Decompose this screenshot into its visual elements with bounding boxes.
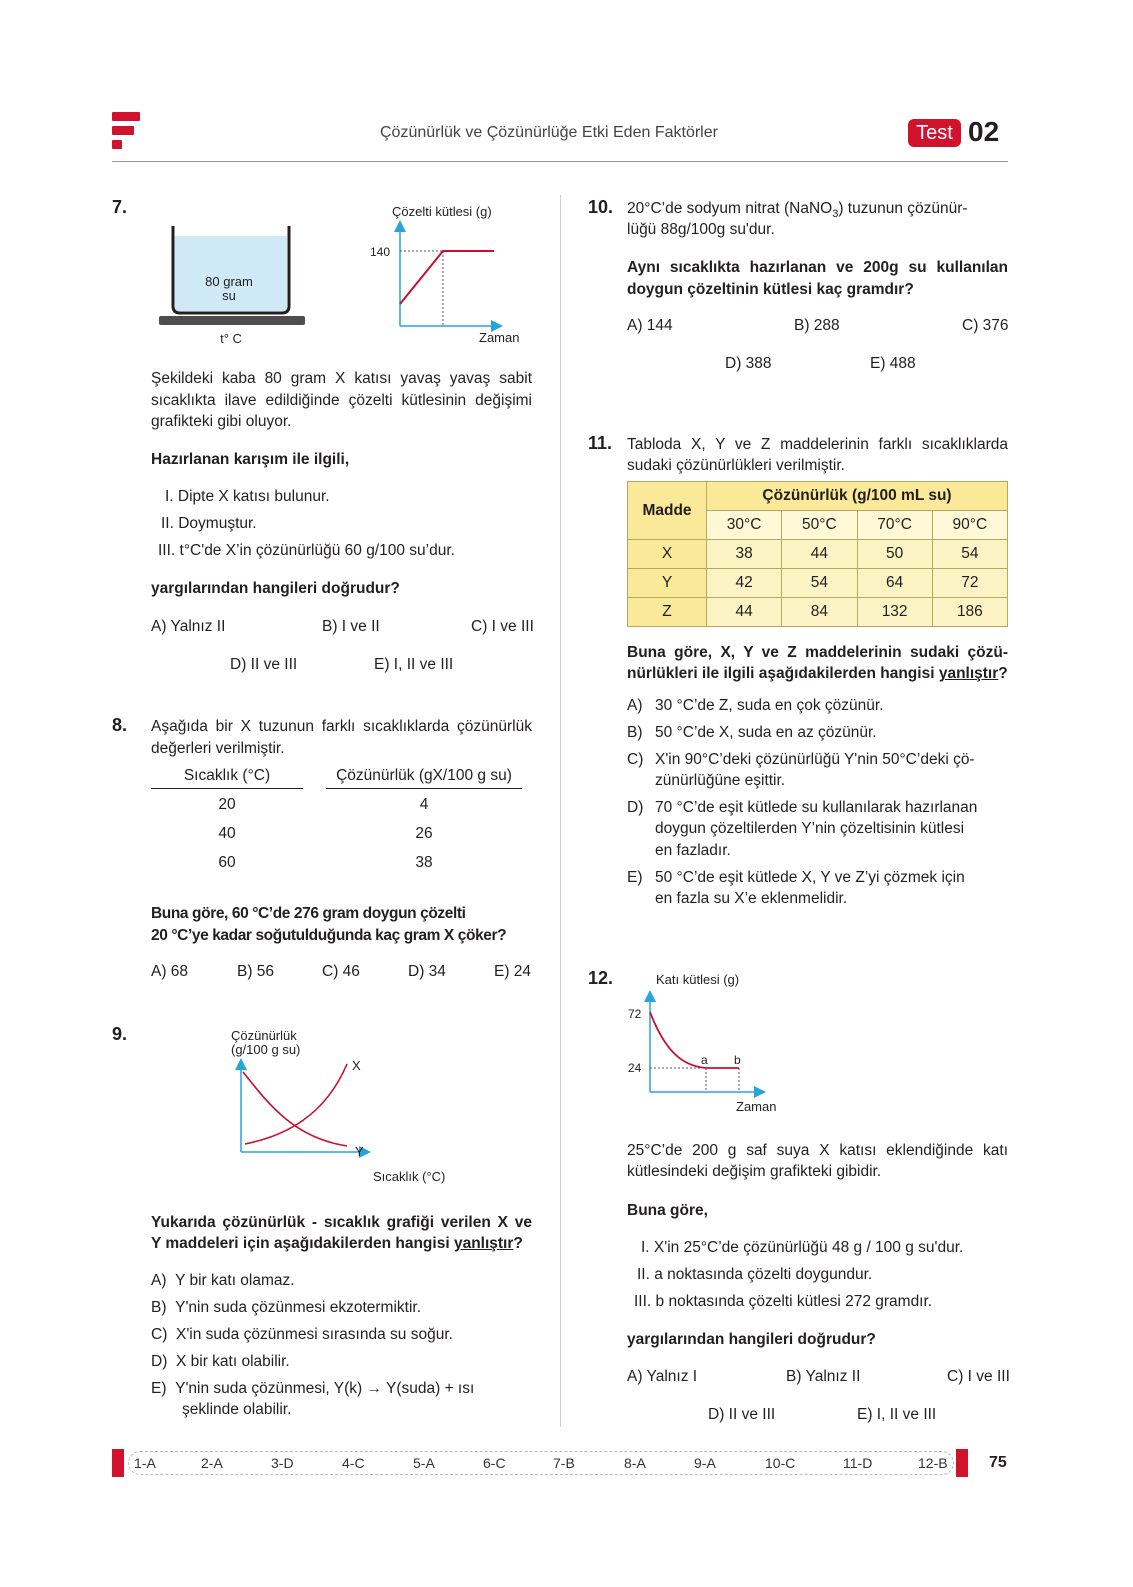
q10-text-line2: lüğü 88g/100g su'dur. <box>627 221 775 238</box>
q10-option-a[interactable]: A) 144 <box>627 317 673 334</box>
q7-option-a[interactable]: A) Yalnız II <box>151 618 226 635</box>
q7-graph-ylabel: Çözelti kütlesi (g) <box>392 204 492 219</box>
beaker-temp-label: t° C <box>220 331 242 346</box>
q12-prompt: Buna göre, <box>627 1202 708 1219</box>
q9-question-line1: Yukarıda çözünürlük - sıcaklık grafiği verilen X ve <box>151 1214 532 1231</box>
q7-item-1: I. Dipte X katısı bulunur. <box>165 488 330 505</box>
answer-key-item: 7-B <box>553 1455 575 1471</box>
question-11-number: 11. <box>588 433 613 453</box>
q7-item-2: II. Doymuştur. <box>161 515 257 532</box>
q7-beaker-figure <box>155 220 310 355</box>
q11-cell: 50 <box>857 540 932 569</box>
q11-cell: 44 <box>707 598 782 627</box>
q12-option-e[interactable]: E) I, II ve III <box>857 1406 937 1423</box>
q11-option-e[interactable]: E) <box>627 869 643 886</box>
q8-option-d[interactable]: D) 34 <box>408 963 446 980</box>
q10-option-b[interactable]: B) 288 <box>794 317 840 334</box>
question-10-number: 10. <box>588 197 614 217</box>
q8-question-line1: Buna göre, 60 °C’de 276 gram doygun çözelti <box>151 905 466 922</box>
answer-strip-left-marker <box>112 1449 124 1477</box>
q11-solubility-table <box>627 481 1008 627</box>
q11-option-d-text-2: doygun çözeltilerden Y’nin çözeltisinin kütlesi <box>655 820 965 837</box>
q8-text: Aşağıda bir X tuzunun farklı sıcaklıklarda çözünürlük değerleri verilmiştir. <box>151 718 532 757</box>
q11-option-d-text-1: 70 °C’de eşit kütlede su kullanılarak hazırlanan <box>655 799 978 816</box>
q10-question-line2: doygun çözeltinin kütlesi kaç gramdır? <box>627 281 914 298</box>
q11-cell: 54 <box>782 569 857 598</box>
q10-option-d[interactable]: D) 388 <box>725 355 772 372</box>
q11-question-line2: nürlükleri ile ilgili aşağıdakilerden hangisi yanlıştır? <box>627 665 1008 682</box>
header-divider <box>112 161 1008 162</box>
q11-cell: 38 <box>707 540 782 569</box>
q10-question-line1: Aynı sıcaklıkta hazırlanan ve 200g su kullanılan <box>627 259 1008 276</box>
q11-cell: 84 <box>782 598 857 627</box>
q11-option-a-text: 30 °C’de Z, suda en çok çözünür. <box>655 697 884 714</box>
q8-option-e[interactable]: E) 24 <box>494 963 532 980</box>
q7-option-b[interactable]: B) I ve II <box>322 618 380 635</box>
test-badge: Test <box>908 119 961 147</box>
q11-temp-50: 50°C <box>782 511 857 540</box>
q9-curve-y-label: Y <box>355 1144 364 1159</box>
q12-point-a: a <box>701 1053 708 1067</box>
q7-mass-curve <box>400 251 494 304</box>
q11-row-name: Y <box>628 569 707 598</box>
page-number: 75 <box>989 1454 1007 1471</box>
q11-option-d-text-3: en fazladır. <box>655 842 731 859</box>
heater-plate <box>159 316 305 325</box>
q12-text-line1: 25°C’de 200 g saf suya X katısı eklendiğinde katı <box>627 1142 1008 1159</box>
q11-option-c-text-1: X'in 90°C’deki çözünürlüğü Y'nin 50°C’deki çö- <box>655 751 975 768</box>
q8-sol-1: 4 <box>419 796 429 813</box>
q11-option-e-text-2: en fazla su X’e eklenmelidir. <box>655 890 848 907</box>
q8-temp-2: 40 <box>218 825 236 842</box>
answer-key-item: 5-A <box>413 1455 435 1471</box>
q12-item-2: II. a noktasında çözelti doygundur. <box>637 1266 873 1283</box>
q11-cell: 54 <box>932 540 1007 569</box>
q8-option-c[interactable]: C) 46 <box>322 963 360 980</box>
beaker-label-line1: 80 gram <box>205 274 253 289</box>
q12-graph-y-top: 72 <box>628 1007 642 1021</box>
q12-question: yargılarından hangileri doğrudur? <box>627 1331 876 1348</box>
answer-key-item: 12-B <box>918 1455 948 1471</box>
q11-question-line1: Buna göre, X, Y ve Z maddelerinin sudaki çözü- <box>627 644 1008 661</box>
q9-curve-x <box>245 1064 347 1144</box>
q9-option-a[interactable]: A) Y bir katı olamaz. <box>151 1272 295 1289</box>
q10-text-line1: 20°C’de sodyum nitrat (NaNO$_3$) tuzunun çözünür- <box>627 200 968 221</box>
q7-option-c[interactable]: C) I ve III <box>471 618 534 635</box>
q11-row-name: Z <box>628 598 707 627</box>
q12-graph-xlabel: Zaman <box>736 1099 777 1114</box>
q9-option-e-line2: şeklinde olabilir. <box>182 1401 292 1418</box>
q9-xlabel: Sıcaklık (°C) <box>373 1169 446 1184</box>
table-row <box>628 569 1008 598</box>
answer-key-item: 6-C <box>483 1455 506 1471</box>
q7-graph-ytick: 140 <box>370 245 391 259</box>
q11-text-line1: Tabloda X, Y ve Z maddelerinin farklı sıcaklıklarda <box>627 436 1008 453</box>
q10-option-e[interactable]: E) 488 <box>870 355 916 372</box>
answer-key-item: 1-A <box>134 1455 156 1471</box>
q9-option-b[interactable]: B) Y'nin suda çözünmesi ekzotermiktir. <box>151 1299 422 1316</box>
q11-temp-70: 70°C <box>857 511 932 540</box>
q11-text-line2: sudaki çözünürlükleri verilmiştir. <box>627 457 845 474</box>
q8-question-line2: 20 °C’ye kadar soğutulduğunda kaç gram X çöker? <box>151 927 507 944</box>
q8-temp-3: 60 <box>218 854 236 871</box>
q8-table-header-temp: Sıcaklık (°C) <box>151 765 303 789</box>
answer-key-strip <box>128 1451 954 1475</box>
brand-logo <box>112 112 142 152</box>
answer-key-item: 10-C <box>765 1455 796 1471</box>
q12-point-b: b <box>734 1053 741 1067</box>
answer-key-item: 2-A <box>201 1455 223 1471</box>
q8-sol-2: 26 <box>415 825 433 842</box>
test-number: 02 <box>968 116 1000 147</box>
table-row <box>628 540 1008 569</box>
q11-option-c[interactable]: C) <box>627 751 644 768</box>
q8-temp-1: 20 <box>218 796 236 813</box>
answer-key-item: 8-A <box>624 1455 646 1471</box>
q12-mass-graph <box>620 966 790 1116</box>
q8-option-b[interactable]: B) 56 <box>237 963 275 980</box>
q10-option-c[interactable]: C) 376 <box>962 317 1009 334</box>
q9-curve-x-label: X <box>352 1058 361 1073</box>
q11-cell: 64 <box>857 569 932 598</box>
q7-question: yargılarından hangileri doğrudur? <box>151 580 400 597</box>
q11-option-c-text-2: zünürlüğüne eşittir. <box>655 772 786 789</box>
q8-option-a[interactable]: A) 68 <box>151 963 189 980</box>
q8-sol-3: 38 <box>415 854 433 871</box>
page-header-title: Çözünürlük ve Çözünürlüğe Etki Eden Faktörler <box>380 124 718 141</box>
q11-col-madde: Madde <box>628 482 707 540</box>
q11-cell: 72 <box>932 569 1007 598</box>
question-12-number: 12. <box>588 968 614 988</box>
q9-option-e[interactable]: E) Y'nin suda çözünmesi, Y(k) → Y(suda) + ısı <box>151 1380 475 1397</box>
q12-option-c[interactable]: C) I ve III <box>947 1368 1010 1385</box>
q7-option-d[interactable]: D) II ve III <box>230 656 298 673</box>
answer-key-item: 11-D <box>843 1455 873 1471</box>
q9-curve-y <box>243 1072 347 1146</box>
q11-option-e-text-1: 50 °C’de eşit kütlede X, Y ve Z’yi çözmek için <box>655 869 965 886</box>
q12-graph-ylabel: Katı kütlesi (g) <box>656 972 740 987</box>
q9-option-c[interactable]: C) X'in suda çözünmesi sırasında su soğur. <box>151 1326 453 1343</box>
q8-table-header-solubility: Çözünürlük (gX/100 g su) <box>326 765 522 789</box>
q9-ylabel-line1: Çözünürlük <box>231 1028 297 1043</box>
beaker-label-line2: su <box>222 288 236 303</box>
q9-solubility-graph <box>225 1026 465 1191</box>
q7-graph-xlabel: Zaman <box>479 330 520 345</box>
q7-mass-graph <box>362 198 532 353</box>
column-divider <box>560 195 561 1427</box>
q12-graph-y-low: 24 <box>628 1061 642 1075</box>
q7-item-3: III. t°C'de X’in çözünürlüğü 60 g/100 su’dur. <box>158 542 455 559</box>
answer-strip-right-marker <box>956 1449 968 1477</box>
q11-cell: 186 <box>932 598 1007 627</box>
q11-temp-90: 90°C <box>932 511 1007 540</box>
q11-cell: 42 <box>707 569 782 598</box>
q7-prompt: Hazırlanan karışım ile ilgili, <box>151 451 350 468</box>
q12-option-d[interactable]: D) II ve III <box>708 1406 776 1423</box>
q11-cell: 132 <box>857 598 932 627</box>
question-9-number: 9. <box>112 1024 128 1044</box>
q11-option-b-text: 50 °C’de X, suda en az çözünür. <box>655 724 877 741</box>
question-8-number: 8. <box>112 715 128 735</box>
q12-mass-curve <box>650 1012 739 1068</box>
q9-ylabel-line2: (g/100 g su) <box>231 1042 301 1057</box>
table-row <box>628 598 1008 627</box>
q12-text-line2: kütlesindeki değişim grafikteki gibidir. <box>627 1163 882 1180</box>
q11-option-b[interactable]: B) <box>627 724 643 741</box>
q11-col-group: Çözünürlük (g/100 mL su) <box>707 482 1008 511</box>
answer-key-item: 9-A <box>694 1455 716 1471</box>
q11-option-a[interactable]: A) <box>627 697 643 714</box>
q7-option-e[interactable]: E) I, II ve III <box>374 656 454 673</box>
q11-temp-30: 30°C <box>707 511 782 540</box>
q7-text: Şekildeki kaba 80 gram X katısı yavaş yavaş sabit sıcaklıkta ilave edildiğinde çözelti kütlesinin değişimi grafikteki gibi oluyor. <box>151 370 532 430</box>
q9-question-line2: Y maddeleri için aşağıdakilerden hangisi yanlıştır? <box>151 1235 523 1252</box>
q11-option-d[interactable]: D) <box>627 799 644 816</box>
q12-item-3: III. b noktasında çözelti kütlesi 272 gramdır. <box>634 1293 933 1310</box>
q12-option-b[interactable]: B) Yalnız II <box>786 1368 861 1385</box>
question-7-number: 7. <box>112 197 128 217</box>
answer-key-item: 3-D <box>271 1455 294 1471</box>
q12-option-a[interactable]: A) Yalnız I <box>627 1368 698 1385</box>
answer-key-item: 4-C <box>342 1455 365 1471</box>
q11-cell: 44 <box>782 540 857 569</box>
q9-option-d[interactable]: D) X bir katı olabilir. <box>151 1353 290 1370</box>
q12-item-1: I. X'in 25°C’de çözünürlüğü 48 g / 100 g su'dur. <box>641 1239 964 1256</box>
q11-row-name: X <box>628 540 707 569</box>
